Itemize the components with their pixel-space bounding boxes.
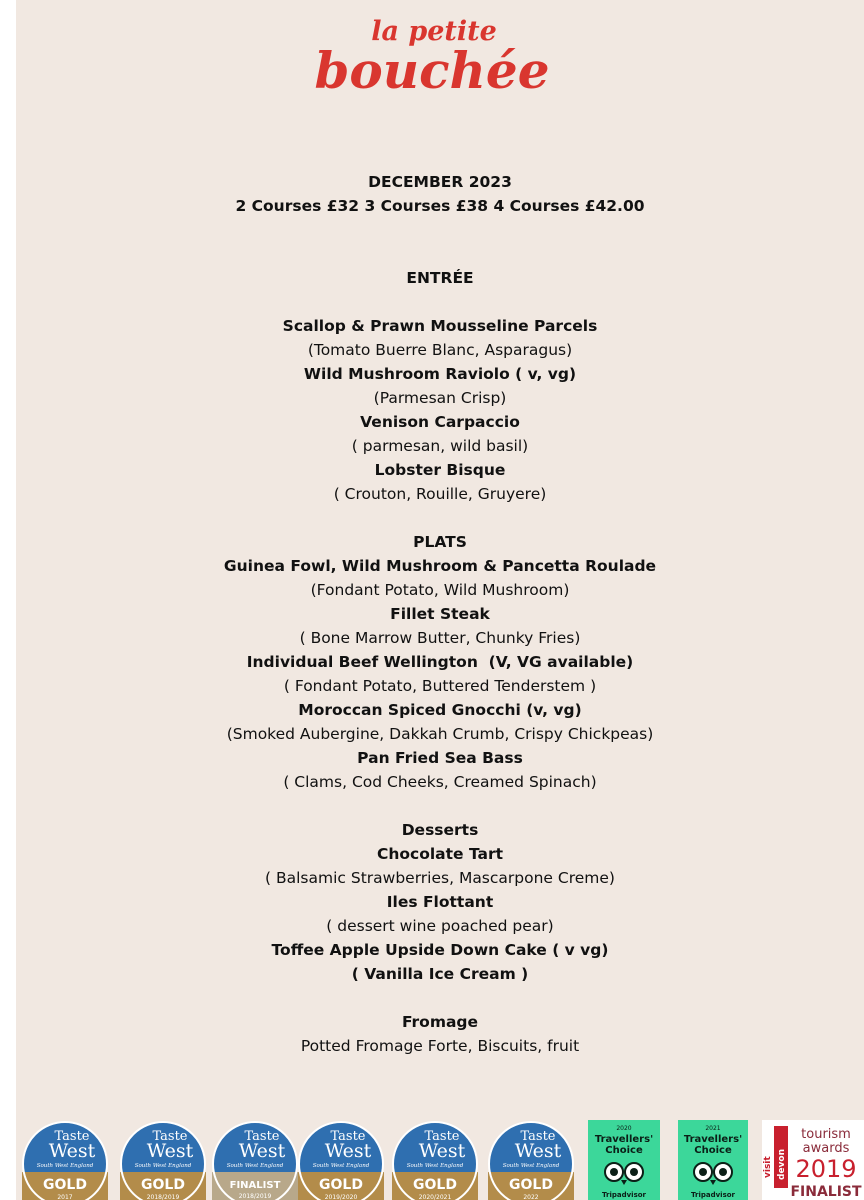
svg-text:South West England: South West England	[226, 1163, 284, 1169]
taste-of-the-west-badge	[298, 1120, 384, 1200]
dish-desc: (Parmesan Crisp)	[373, 389, 507, 407]
svg-text:GOLD: GOLD	[509, 1177, 553, 1193]
svg-text:bouchée: bouchée	[314, 41, 550, 100]
dish-name: Fillet Steak	[390, 605, 490, 623]
svg-text:Travellers': Travellers'	[594, 1134, 654, 1145]
svg-text:2018/2019: 2018/2019	[146, 1194, 180, 1200]
visit-devon-tourism-awards-badge	[762, 1120, 864, 1200]
taste-of-the-west-badge	[120, 1120, 206, 1200]
dish-name: Guinea Fowl, Wild Mushroom & Pancetta Roulade	[223, 557, 657, 575]
svg-text:West: West	[514, 1140, 562, 1162]
section-title-fromage: Fromage	[401, 1013, 479, 1031]
svg-text:Choice: Choice	[605, 1145, 643, 1156]
svg-text:West: West	[48, 1140, 96, 1162]
dish-desc: (Fondant Potato, Wild Mushroom)	[310, 581, 570, 599]
svg-text:Taste: Taste	[330, 1129, 366, 1144]
svg-text:awards: awards	[802, 1141, 850, 1156]
dish-name: Toffee Apple Upside Down Cake ( v vg)	[271, 941, 609, 959]
dish-name: Individual Beef Wellington (V, VG available)	[246, 653, 634, 671]
svg-text:FINALIST: FINALIST	[229, 1180, 281, 1191]
restaurant-logo	[0, 8, 864, 98]
svg-text:tourism: tourism	[801, 1127, 851, 1142]
section-title-plats: PLATS	[413, 533, 467, 551]
svg-text:West: West	[238, 1140, 286, 1162]
award-badges	[0, 1120, 864, 1200]
svg-text:2019/2020: 2019/2020	[324, 1194, 358, 1200]
section-title-desserts: Desserts	[401, 821, 479, 839]
svg-text:West: West	[324, 1140, 372, 1162]
dish-desc: ( Balsamic Strawberries, Mascarpone Creme)	[265, 869, 615, 887]
svg-text:GOLD: GOLD	[319, 1177, 363, 1193]
svg-text:South West England: South West England	[406, 1163, 464, 1169]
svg-text:devon: devon	[777, 1148, 787, 1180]
dish-name: Scallop & Prawn Mousseline Parcels	[282, 317, 598, 335]
svg-text:2020/2021: 2020/2021	[418, 1194, 452, 1200]
fromage-desc: Potted Fromage Forte, Biscuits, fruit	[300, 1037, 580, 1055]
svg-text:FINALIST: FINALIST	[790, 1184, 862, 1200]
dish-desc: ( Fondant Potato, Buttered Tenderstem )	[283, 677, 597, 695]
plats-list	[16, 554, 864, 794]
taste-of-the-west-badge	[392, 1120, 478, 1200]
svg-text:West: West	[418, 1140, 466, 1162]
svg-text:2021: 2021	[705, 1125, 721, 1132]
svg-text:2020: 2020	[616, 1125, 632, 1132]
svg-text:Tripadvisor: Tripadvisor	[602, 1191, 646, 1199]
svg-text:Taste: Taste	[520, 1129, 556, 1144]
svg-text:West: West	[146, 1140, 194, 1162]
tripadvisor-travellers-choice-badge	[588, 1120, 660, 1200]
desserts-list	[16, 842, 864, 986]
svg-text:Taste: Taste	[424, 1129, 460, 1144]
dish-name: Venison Carpaccio	[360, 413, 520, 431]
svg-text:2019: 2019	[795, 1155, 857, 1183]
menu	[16, 170, 864, 1058]
svg-text:Taste: Taste	[244, 1129, 280, 1144]
dish-name: Pan Fried Sea Bass	[357, 749, 523, 767]
dish-desc: ( Crouton, Rouille, Gruyere)	[333, 485, 547, 503]
svg-text:Taste: Taste	[54, 1129, 90, 1144]
dish-desc: ( Bone Marrow Butter, Chunky Fries)	[299, 629, 581, 647]
svg-text:Travellers': Travellers'	[683, 1134, 743, 1145]
dish-desc: (Smoked Aubergine, Dakkah Crumb, Crispy Chickpeas)	[226, 725, 654, 743]
taste-of-the-west-badge	[212, 1120, 298, 1200]
svg-text:GOLD: GOLD	[43, 1177, 87, 1193]
svg-text:2022: 2022	[523, 1194, 539, 1200]
tripadvisor-travellers-choice-badge	[678, 1120, 748, 1200]
svg-text:South West England: South West England	[134, 1163, 192, 1169]
dish-name: Lobster Bisque	[374, 461, 506, 479]
section-title-entree: ENTRÉE	[406, 269, 474, 287]
svg-text:GOLD: GOLD	[413, 1177, 457, 1193]
taste-of-the-west-badge	[22, 1120, 108, 1200]
svg-text:South West England: South West England	[312, 1163, 370, 1169]
svg-text:South West England: South West England	[502, 1163, 560, 1169]
svg-text:GOLD: GOLD	[141, 1177, 185, 1193]
svg-text:Taste: Taste	[152, 1129, 188, 1144]
menu-month: DECEMBER 2023	[368, 173, 512, 191]
svg-text:visit: visit	[763, 1156, 773, 1178]
dish-desc: ( parmesan, wild basil)	[351, 437, 529, 455]
left-border	[0, 0, 16, 1200]
taste-of-the-west-badge	[488, 1120, 574, 1200]
svg-text:Tripadvisor: Tripadvisor	[691, 1191, 735, 1199]
dish-desc: ( Clams, Cod Cheeks, Creamed Spinach)	[283, 773, 597, 791]
dish-name: Chocolate Tart	[376, 845, 504, 863]
svg-text:2018/2019: 2018/2019	[238, 1193, 272, 1200]
svg-text:la petite: la petite	[371, 16, 497, 47]
dish-desc: ( dessert wine poached pear)	[326, 917, 554, 935]
dish-name: Iles Flottant	[386, 893, 494, 911]
svg-text:South West England: South West England	[36, 1163, 94, 1169]
menu-pricing: 2 Courses £32 3 Courses £38 4 Courses £42.00	[235, 197, 645, 215]
entree-list	[16, 314, 864, 506]
dish-desc: (Tomato Buerre Blanc, Asparagus)	[307, 341, 573, 359]
svg-text:2017: 2017	[57, 1194, 73, 1200]
dish-name: Moroccan Spiced Gnocchi (v, vg)	[298, 701, 582, 719]
dish-name: Wild Mushroom Raviolo ( v, vg)	[303, 365, 577, 383]
dish-desc: ( Vanilla Ice Cream )	[351, 965, 529, 983]
svg-text:Choice: Choice	[694, 1145, 732, 1156]
